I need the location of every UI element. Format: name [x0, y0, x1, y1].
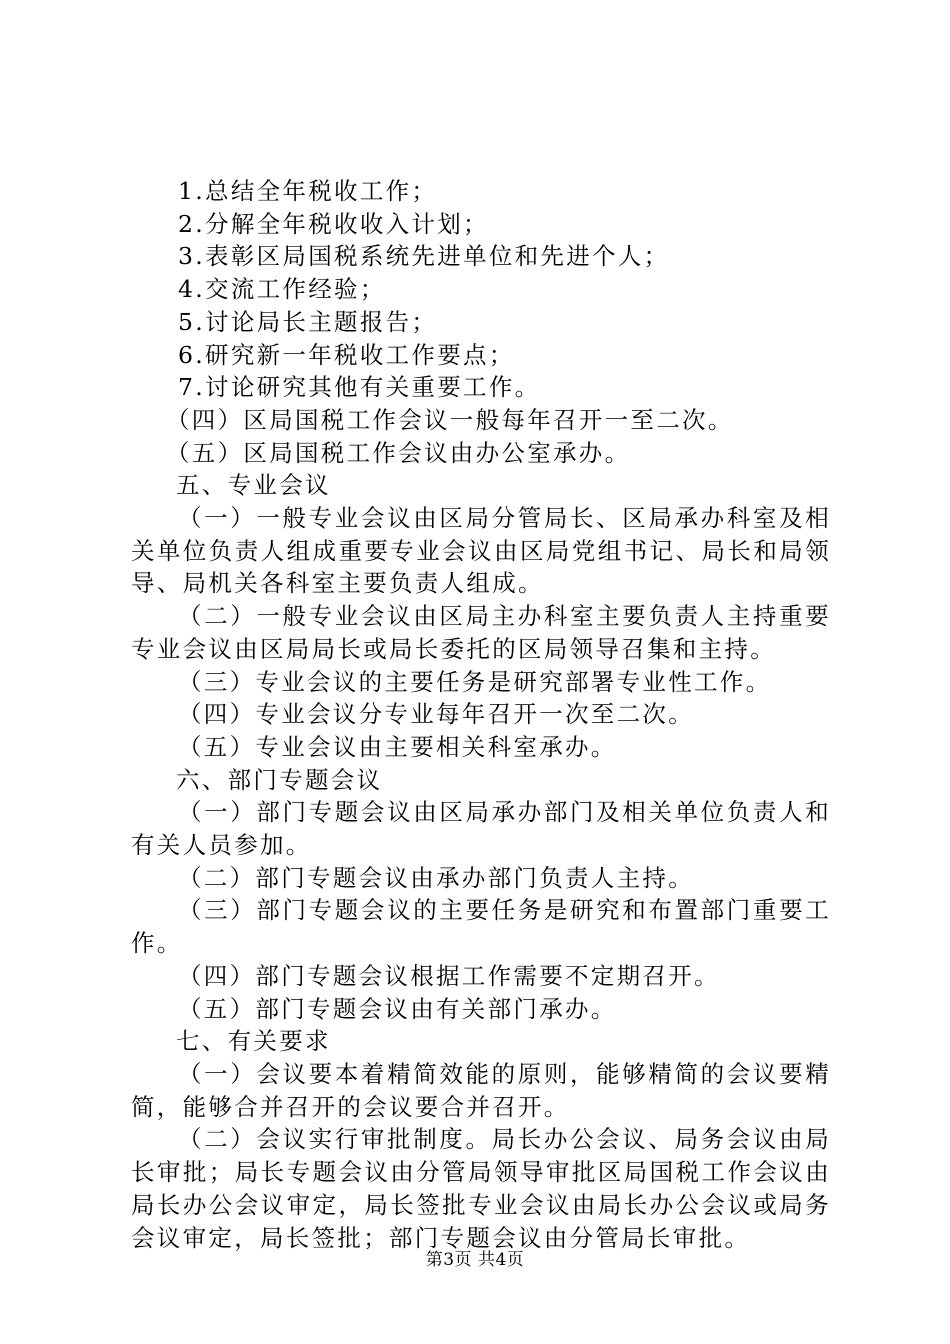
page-footer [0, 1245, 950, 1270]
paragraph: 6.研究新一年税收工作要点； [178, 340, 515, 369]
paragraph: 1.总结全年税收工作； [178, 177, 438, 205]
paragraph: 七、有关要求 [176, 1027, 331, 1056]
paragraph: （四）区局国税工作会议一般每年召开一至二次。 [166, 405, 734, 434]
paragraph: 7.讨论研究其他有关重要工作。 [178, 373, 541, 402]
paragraph: 4.交流工作经验； [178, 275, 386, 304]
paragraph: （二）一般专业会议由区局主办科室主要负责人主持重要专业会议由区局局长或局长委托的区局领导召集和主持。 [131, 602, 831, 663]
paragraph: （二）会议实行审批制度。局长办公会议、局务会议由局长审批；局长专题会议由分管局领导审批区局国税工作会议由局长办公会议审定，局长签批专业会议由局长办公会议或局务会议审定，局长签批；部门专题会议由分管局长审批。 [131, 1125, 831, 1252]
paragraph: 五、专业会议 [176, 471, 331, 500]
page-number: 第3页 共4页 [425, 1250, 525, 1270]
paragraph: （五）专业会议由主要相关科室承办。 [178, 732, 617, 761]
paragraph: （四）部门专题会议根据工作需要不定期召开。 [178, 961, 720, 990]
paragraph: （四）专业会议分专业每年召开一次至二次。 [178, 700, 694, 729]
paragraph: （五）区局国税工作会议由办公室承办。 [166, 438, 631, 467]
paragraph: （三）部门专题会议的主要任务是研究和布置部门重要工作。 [131, 896, 831, 958]
paragraph: （一）会议要本着精简效能的原则，能够精简的会议要精简，能够合并召开的会议要合并召开。 [131, 1059, 831, 1121]
paragraph: （二）部门专题会议由承办部门负责人主持。 [178, 863, 694, 892]
paragraph: 5.讨论局长主题报告； [178, 307, 438, 336]
paragraph: （五）部门专题会议由有关部门承办。 [178, 994, 617, 1023]
document-body [131, 175, 831, 1254]
paragraph: 2.分解全年税收收入计划； [178, 209, 489, 238]
paragraph: 3.表彰区局国税系统先进单位和先进个人； [178, 242, 670, 271]
paragraph: （一）一般专业会议由区局分管局长、区局承办科室及相关单位负责人组成重要专业会议由区局党组书记、局长和局领导、局机关各科室主要负责人组成。 [131, 504, 831, 598]
paragraph: （三）专业会议的主要任务是研究部署专业性工作。 [178, 667, 772, 696]
paragraph: 六、部门专题会议 [176, 765, 383, 794]
paragraph: （一）部门专题会议由区局承办部门及相关单位负责人和有关人员参加。 [131, 798, 831, 860]
